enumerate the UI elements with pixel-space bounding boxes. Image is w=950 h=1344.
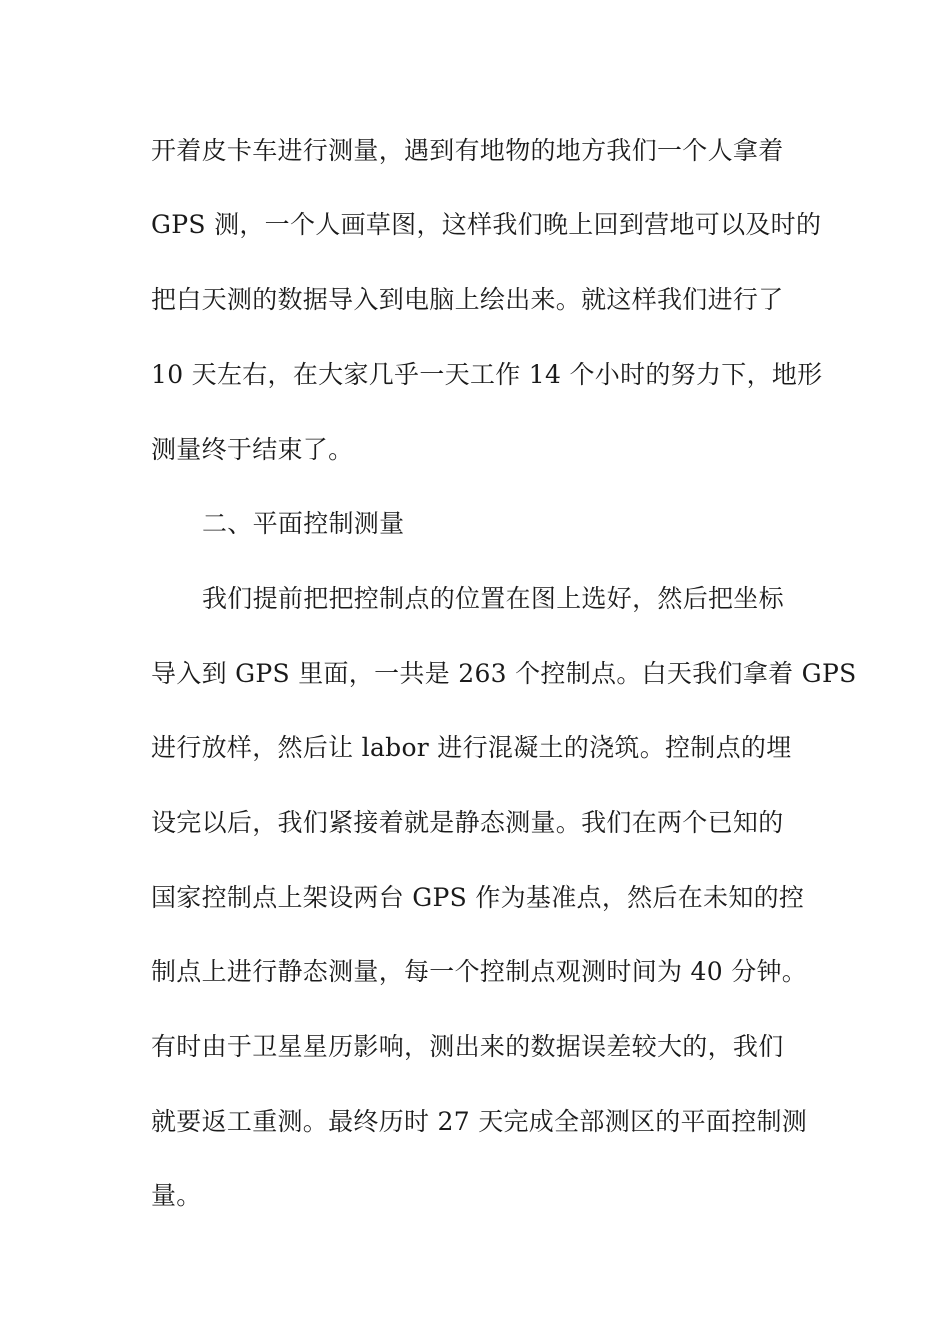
paragraph-2-line-7: 有时由于卫星星历影响，测出来的数据误差较大的，我们 [151, 1032, 784, 1061]
paragraph-1-line-3: 把白天测的数据导入到电脑上绘出来。就这样我们进行了 [151, 285, 784, 314]
paragraph-1-line-5: 测量终于结束了。 [151, 435, 354, 464]
paragraph-2-line-2: 导入到 GPS 里面，一共是 263 个控制点。白天我们拿着 GPS [151, 659, 857, 688]
paragraph-1-line-4: 10 天左右，在大家几乎一天工作 14 个小时的努力下，地形 [151, 360, 823, 389]
paragraph-2-line-6: 制点上进行静态测量，每一个控制点观测时间为 40 分钟。 [151, 957, 808, 986]
paragraph-2-line-1: 我们提前把把控制点的位置在图上选好，然后把坐标 [202, 584, 784, 613]
paragraph-2-line-9: 量。 [151, 1181, 202, 1210]
section-heading: 二、平面控制测量 [202, 509, 405, 538]
paragraph-1-line-2: GPS 测，一个人画草图，这样我们晚上回到营地可以及时的 [151, 210, 822, 239]
paragraph-2-line-8: 就要返工重测。最终历时 27 天完成全部测区的平面控制测 [151, 1107, 808, 1136]
paragraph-2-line-4: 设完以后，我们紧接着就是静态测量。我们在两个已知的 [151, 808, 784, 837]
paragraph-1-line-1: 开着皮卡车进行测量，遇到有地物的地方我们一个人拿着 [151, 136, 784, 165]
paragraph-2-line-5: 国家控制点上架设两台 GPS 作为基准点，然后在未知的控 [151, 883, 805, 912]
paragraph-2-line-3: 进行放样，然后让 labor 进行混凝土的浇筑。控制点的埋 [151, 733, 792, 762]
